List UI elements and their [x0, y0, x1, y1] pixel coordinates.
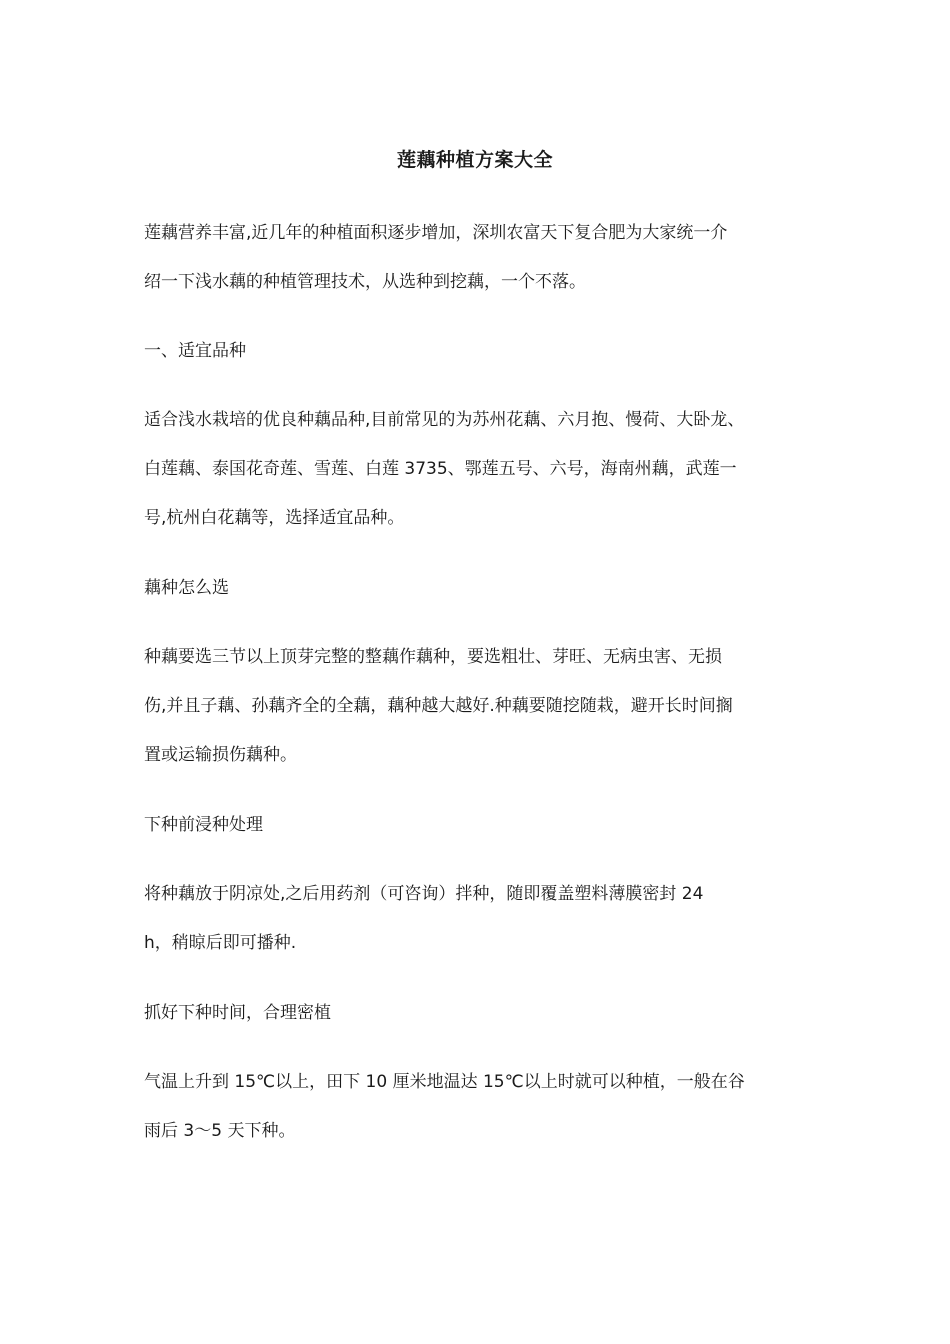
document-title: 莲藕种植方案大全 [396, 149, 553, 171]
section-heading-seed-selection [144, 564, 814, 613]
section-heading-soaking [144, 801, 814, 850]
heading-line: 藕种怎么选 [144, 578, 229, 598]
paragraph-line: 绍一下浅水藕的种植管理技术，从选种到挖藕，一个不落。 [144, 272, 586, 292]
paragraph-line: 号,杭州白花藕等，选择适宜品种。 [144, 508, 405, 528]
section-heading-varieties [144, 327, 814, 376]
paragraph-line: 适合浅水栽培的优良种藕品种,目前常见的为苏州花藕、六月抱、慢荷、大卧龙、 [144, 410, 745, 430]
heading-line: 下种前浸种处理 [144, 815, 263, 835]
heading-line: 一、适宜品种 [144, 341, 246, 361]
varieties-paragraph [144, 396, 814, 543]
paragraph-line: 白莲藕、泰国花奇莲、雪莲、白莲 3735、鄂莲五号、六号，海南州藕，武莲一 [144, 459, 737, 479]
paragraph-line: 伤,并且子藕、孙藕齐全的全藕，藕种越大越好.种藕要随挖随栽，避开长时间搁 [144, 696, 733, 716]
paragraph-line: h，稍晾后即可播种. [144, 933, 297, 953]
intro-paragraph [144, 209, 814, 307]
paragraph-line: 种藕要选三节以上顶芽完整的整藕作藕种，要选粗壮、芽旺、无病虫害、无损 [144, 647, 722, 667]
paragraph-line: 气温上升到 15℃以上，田下 10 厘米地温达 15℃以上时就可以种植，一般在谷 [144, 1072, 745, 1092]
paragraph-line: 将种藕放于阴凉处,之后用药剂（可咨询）拌种，随即覆盖塑料薄膜密封 24 [144, 884, 704, 904]
seed-selection-paragraph [144, 633, 814, 780]
soaking-paragraph [144, 870, 814, 968]
timing-paragraph [144, 1058, 814, 1156]
paragraph-line: 置或运输损伤藕种。 [144, 745, 297, 765]
paragraph-line: 雨后 3～5 天下种。 [144, 1121, 296, 1141]
paragraph-line: 莲藕营养丰富,近几年的种植面积逐步增加，深圳农富天下复合肥为大家统一介 [144, 223, 728, 243]
section-heading-timing [144, 989, 814, 1038]
heading-line: 抓好下种时间，合理密植 [144, 1003, 331, 1023]
